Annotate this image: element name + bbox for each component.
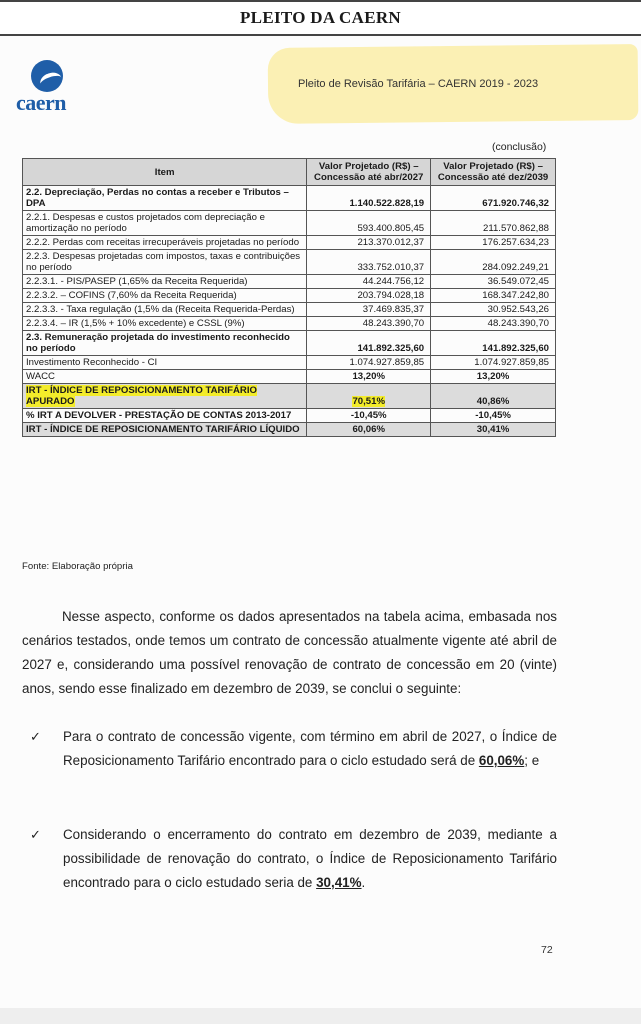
- conclusion-value: 30,41%: [316, 875, 362, 890]
- table-row: [23, 186, 556, 211]
- document-title-bar: [0, 0, 641, 36]
- table-row: [23, 303, 556, 317]
- conclusion-item: [30, 823, 557, 895]
- row-value-2027: 13,20%: [307, 370, 431, 384]
- conclusion-text: [63, 725, 557, 773]
- row-item: 2.2.3.4. – IR (1,5% + 10% excedente) e CSSL (9%): [23, 317, 307, 331]
- row-value-2039: -10,45%: [431, 409, 556, 423]
- row-item: [23, 384, 307, 409]
- header-item: Item: [23, 159, 307, 186]
- table-row: [23, 275, 556, 289]
- row-value-2039: 671.920.746,32: [431, 186, 556, 211]
- row-item: 2.2.1. Despesas e custos projetados com depreciação e amortização no período: [23, 211, 307, 236]
- row-value-2039: 30,41%: [431, 423, 556, 437]
- page-title: PLEITO DA CAERN: [240, 8, 401, 27]
- table-row: [23, 370, 556, 384]
- row-value-2027: 1.074.927.859,85: [307, 356, 431, 370]
- row-value-2027: [307, 384, 431, 409]
- row-value-2027: -10,45%: [307, 409, 431, 423]
- table-row: [23, 423, 556, 437]
- table-row: [23, 356, 556, 370]
- table-row: [23, 331, 556, 356]
- data-table: [22, 158, 556, 437]
- table-row: [23, 317, 556, 331]
- checkmark-icon: ✓: [30, 729, 41, 744]
- row-item: 2.2. Depreciação, Perdas no contas a receber e Tributos – DPA: [23, 186, 307, 211]
- row-value-2027: 333.752.010,37: [307, 250, 431, 275]
- page-bottom-margin: [0, 1008, 641, 1024]
- row-value-2039: 36.549.072,45: [431, 275, 556, 289]
- row-value-2039: 40,86%: [431, 384, 556, 409]
- row-value-2027: 48.243.390,70: [307, 317, 431, 331]
- page-number: 72: [541, 944, 553, 956]
- row-item: % IRT A DEVOLVER - PRESTAÇÃO DE CONTAS 2013-2017: [23, 409, 307, 423]
- row-value-2027: 60,06%: [307, 423, 431, 437]
- row-value-2039: 1.074.927.859,85: [431, 356, 556, 370]
- checkmark-icon: ✓: [30, 827, 41, 842]
- row-item: 2.2.3. Despesas projetadas com impostos, taxas e contribuições no período: [23, 250, 307, 275]
- row-value-2039: 211.570.862,88: [431, 211, 556, 236]
- row-value-2027: 203.794.028,18: [307, 289, 431, 303]
- table-row: [23, 384, 556, 409]
- table-caption: (conclusão): [492, 141, 547, 153]
- row-item: WACC: [23, 370, 307, 384]
- row-item: 2.2.2. Perdas com receitas irrecuperáveis projetadas no período: [23, 236, 307, 250]
- water-drop-icon: [31, 60, 63, 92]
- table-row: [23, 289, 556, 303]
- table-row: [23, 211, 556, 236]
- logo-wordmark: caern: [16, 90, 67, 115]
- conclusion-item: [30, 725, 557, 773]
- highlighted-label: IRT - ÍNDICE DE REPOSICIONAMENTO TARIFÁRIO APURADO: [26, 385, 257, 407]
- row-value-2027: 1.140.522.828,19: [307, 186, 431, 211]
- row-item: 2.3. Remuneração projetada do investimento reconhecido no período: [23, 331, 307, 356]
- table-row: [23, 236, 556, 250]
- source-note: Fonte: Elaboração própria: [22, 561, 133, 572]
- conclusion-text: [63, 823, 557, 895]
- row-item: Investimento Reconhecido - CI: [23, 356, 307, 370]
- row-value-2039: 30.952.543,26: [431, 303, 556, 317]
- row-value-2027: 213.370.012,37: [307, 236, 431, 250]
- row-item: IRT - ÍNDICE DE REPOSICIONAMENTO TARIFÁRIO LÍQUIDO: [23, 423, 307, 437]
- row-item: 2.2.3.1. - PIS/PASEP (1,65% da Receita Requerida): [23, 275, 307, 289]
- conclusion-suffix: ; e: [524, 753, 540, 768]
- header-text: Pleito de Revisão Tarifária – CAERN 2019 - 2023: [298, 78, 539, 90]
- row-value-2039: 176.257.634,23: [431, 236, 556, 250]
- conclusion-value: 60,06%: [478, 753, 525, 768]
- header-value-2027: Valor Projetado (R$) – Concessão até abr/2027: [307, 159, 431, 186]
- conclusion-sentence: Para o contrato de concessão vigente, com término em abril de 2027, o Índice de Reposicionamento Tarifário encontrado para o ciclo estudado será de: [63, 729, 557, 768]
- conclusion-sentence: Considerando o encerramento do contrato em dezembro de 2039, mediante a possibilidade de renovação do contrato, o Índice de Reposicionamento Tarifário encontrado para o ciclo estudado seria de: [63, 827, 557, 890]
- row-item: 2.2.3.2. – COFINS (7,60% da Receita Requerida): [23, 289, 307, 303]
- table-header-row: [23, 159, 556, 186]
- table-row: [23, 409, 556, 423]
- row-value-2039: 48.243.390,70: [431, 317, 556, 331]
- row-item: 2.2.3.3. - Taxa regulação (1,5% da (Receita Requerida-Perdas): [23, 303, 307, 317]
- row-value-2027: 141.892.325,60: [307, 331, 431, 356]
- row-value-2027: 593.400.805,45: [307, 211, 431, 236]
- row-value-2039: 168.347.242,80: [431, 289, 556, 303]
- row-value-2039: 13,20%: [431, 370, 556, 384]
- row-value-2027: 44.244.756,12: [307, 275, 431, 289]
- highlighted-value: 70,51%: [352, 396, 385, 407]
- body-paragraph: Nesse aspecto, conforme os dados apresentados na tabela acima, embasada nos cenários testados, onde temos um contrato de concessão atualmente vigente até abril de 2027 e, considerando uma possível renovação de contrato de concessão em 20 (vinte) anos, sendo esse finalizado em dezembro de 2039, se conclui o seguinte:: [22, 609, 557, 696]
- header-value-2039: Valor Projetado (R$) – Concessão até dez/2039: [431, 159, 556, 186]
- conclusion-suffix: .: [361, 875, 366, 890]
- caern-logo: [16, 58, 88, 114]
- row-value-2027: 37.469.835,37: [307, 303, 431, 317]
- table-row: [23, 250, 556, 275]
- row-value-2039: 284.092.249,21: [431, 250, 556, 275]
- row-value-2039: 141.892.325,60: [431, 331, 556, 356]
